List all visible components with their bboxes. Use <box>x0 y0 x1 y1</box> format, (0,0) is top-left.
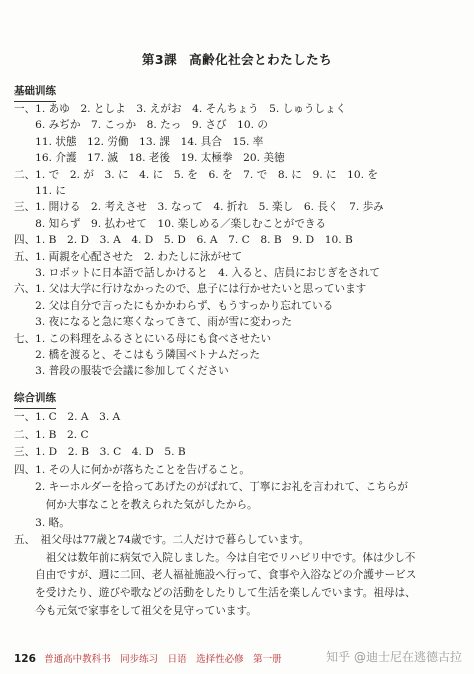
answer-line: 一、1. あゆ 2. としよ 3. えがお 4. そんちょう 5. しゅうしょく <box>14 103 347 115</box>
answer-line: 自由ですが、週に二回、老人福祉施設へ行って、食事や入浴などの介護サービス <box>14 569 417 582</box>
answer-line: 二、1. で 2. が 3. に 4. に 5. を 6. を 7. で 8. に 9. に 10. を <box>14 168 378 181</box>
page-footer <box>14 651 282 665</box>
lesson-number: 第3課 <box>141 52 178 67</box>
answer-line: 三、1. 開ける 2. 考えさせ 3. なって 4. 折れ 5. 楽し 6. 長く 7. 歩み <box>14 201 384 214</box>
answer-line: 二、1. B 2. C <box>14 428 89 441</box>
answer-line: 3. 普段の服装で会議に参加してください <box>14 365 229 378</box>
answer-line: 11. 状態 12. 労働 13. 課 14. 具合 15. 率 <box>14 135 264 148</box>
answer-line: 祖父は数年前に病気で入院しました。今は自宅でリハビリ中です。体は少し不 <box>14 551 416 564</box>
answer-line: 五、1. 両親を心配させた 2. わたしに泳がせて <box>14 250 243 263</box>
answer-line: 七、1. この料理をふるさとにいる母にも食べさせたい <box>14 332 272 345</box>
watermark: 知乎 @迪士尼在逃德古拉 <box>326 650 462 664</box>
answer-line: 2. 橋を渡ると、そこはもう隣国ベトナムだった <box>14 349 261 361</box>
lesson-title <box>0 50 474 68</box>
answer-line: 四、1. B 2. D 3. A 4. D 5. D 6. A 7. C 8. B 9. D 10. B <box>14 234 353 247</box>
answer-line: 四、1. その人に何かが落ちたことを告げること。 <box>14 463 250 476</box>
answer-line: 2. 父は自分で言ったにもかかわらず、もうすっかり忘れている <box>14 299 334 312</box>
book-title: 普通高中教科书 同步练习 日语 选择性必修 第一册 <box>44 654 282 665</box>
answer-line: 6. みぢか 7. こっか 8. たっ 9. さび 10. の <box>14 119 268 132</box>
answer-line: 2. キーホルダーを拾ってあげたのがばれて、丁寧にお礼を言われて、こちらが <box>14 481 408 494</box>
answer-line: 3. 夜になると急に寒くなってきて、雨が雪に変わった <box>14 316 292 329</box>
section-underline <box>14 408 56 410</box>
answer-line: 8. 知らず 9. 払わせて 10. 楽しめる／楽しむことができる <box>14 217 327 230</box>
answer-line: 五、 祖父母は77歳と74歳です。二人だけで暮らしています。 <box>14 534 310 547</box>
answer-line: 3. 略。 <box>14 516 70 529</box>
lesson-name: 高齢化社会とわたしたち <box>189 52 333 67</box>
answer-line: 今も元気で家事をして祖父を見守っています。 <box>14 604 257 617</box>
answer-line: 3. ロボットに日本語で話しかけると 4. 入ると、店員におじぎをされて <box>14 267 380 279</box>
section-heading-comprehensive: 综合训练 <box>14 390 56 405</box>
answer-line: 16. 介護 17. 滅 18. 老後 19. 太極拳 20. 美徳 <box>14 152 285 165</box>
answer-line: 三、1. D 2. B 3. C 4. D 5. B <box>14 446 186 459</box>
answer-line: を受けたり、遊びや歌などの活動をしたりして生活を楽しんでいます。祖母は、 <box>14 587 416 599</box>
answer-line: 一、1. C 2. A 3. A <box>14 411 121 423</box>
section-heading-basic: 基础训练 <box>14 83 56 98</box>
answer-line: 何か大事なことを教えられた気がしたから。 <box>14 499 258 511</box>
answer-line: 11. に <box>14 185 66 197</box>
page-number: 126 <box>14 653 36 665</box>
answer-line: 六、1. 父は大学に行けなかったので、息子には行かせたいと思っています <box>14 283 367 296</box>
